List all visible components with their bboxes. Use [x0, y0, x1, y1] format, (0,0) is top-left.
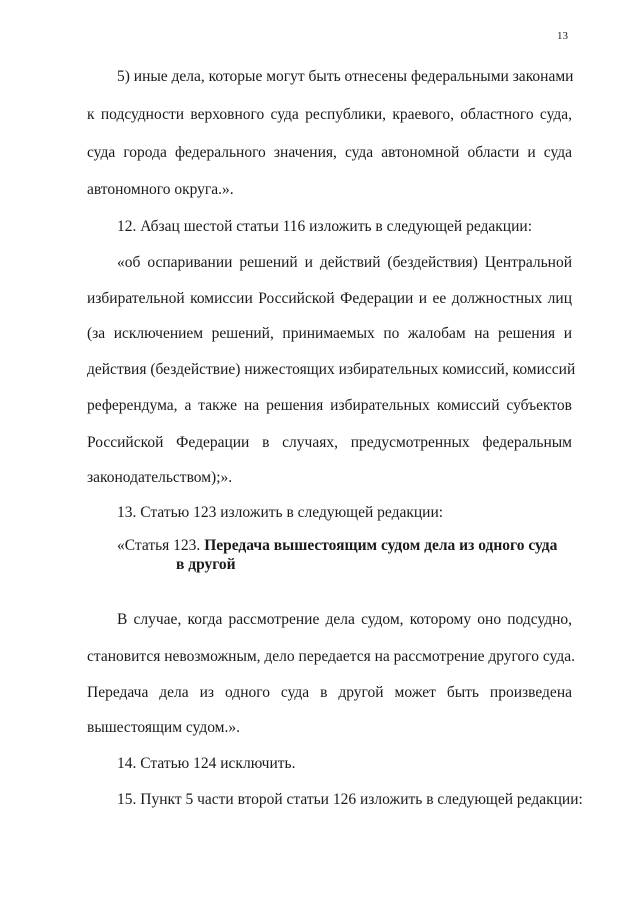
paragraph-item-12: 12. Абзац шестой статьи 116 изложить в следующей редакции:	[117, 218, 533, 235]
article-number: «Статья 123.	[117, 537, 201, 554]
text-line: автономного округа.».	[87, 181, 234, 198]
article-title: Передача вышестоящим судом дела из одного суда	[204, 537, 558, 554]
text-line: избирательной комиссии Российской Федерации и ее должностных лиц	[87, 290, 572, 307]
text-line: В случае, когда рассмотрение дела судом, которому оно подсудно,	[117, 611, 572, 628]
text-line: суда города федерального значения, суда автономной области и суда	[87, 144, 572, 161]
paragraph-item-15: 15. Пункт 5 части второй статьи 126 изложить в следующей редакции:	[117, 791, 583, 808]
text-line: 5) иные дела, которые могут быть отнесены федеральными законами	[117, 68, 574, 85]
text-line: действия (бездействие) нижестоящих избирательных комиссий, комиссий	[87, 361, 576, 378]
text-line: «об оспаривании решений и действий (бездействия) Центральной	[117, 254, 572, 271]
text-line: законодательством);».	[87, 469, 233, 486]
text-line: (за исключением решений, принимаемых по жалобам на решения и	[87, 325, 572, 342]
text-line: к подсудности верховного суда республики, краевого, областного суда,	[87, 106, 572, 123]
paragraph-item-13: 13. Статью 123 изложить в следующей редакции:	[117, 504, 444, 521]
text-line: Российской Федерации в случаях, предусмотренных федеральным	[87, 434, 572, 451]
text-line: Передача дела из одного суда в другой может быть произведена	[87, 684, 572, 701]
page-number: 13	[557, 30, 568, 42]
text-line: вышестоящим судом.».	[87, 719, 240, 736]
text-line: становится невозможным, дело передается на рассмотрение другого суда.	[87, 648, 575, 665]
article-title-continuation: в другой	[176, 556, 236, 573]
article-heading-line1	[117, 537, 557, 555]
paragraph-item-14: 14. Статью 124 исключить.	[117, 755, 296, 772]
text-line: референдума, а также на решения избирательных комиссий субъектов	[87, 397, 572, 414]
